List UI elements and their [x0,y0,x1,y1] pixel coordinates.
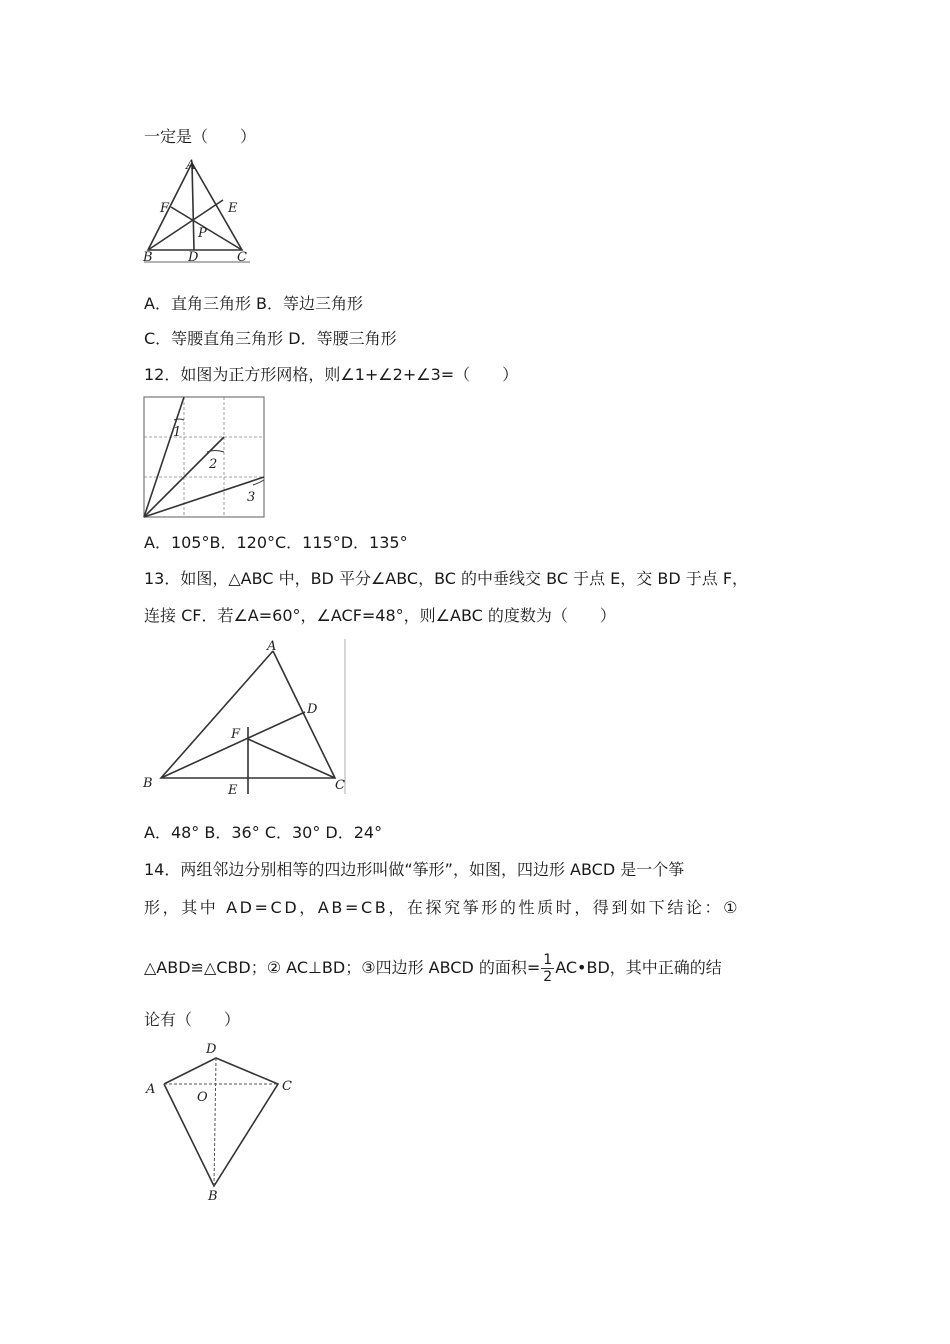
q11-label-d: D [188,250,199,265]
q14-stem-line1: 14．两组邻边分别相等的四边形叫做“筝形”，如图，四边形 ABCD 是一个筝 [144,860,685,879]
q14-label-b: B [208,1189,218,1203]
q11-options-line1: A．直角三角形 B．等边三角形 [144,294,364,313]
q11-segment-ad [192,163,194,250]
q12-label-1: 1 [173,425,182,440]
q11-label-p: P [198,226,207,241]
q13-segment-cf [248,739,335,778]
q12-angle-mark-1 [174,419,184,420]
q12-grid-figure [143,396,266,520]
q11-stem-tail: 一定是（ ） [144,127,257,146]
q14-stem-line3-part1: △ABD≌△CBD；② AC⊥BD；③四边形 ABCD 的面积= [144,958,541,977]
q13-label-f: F [231,727,241,742]
q13-label-a: A [267,639,277,654]
q12-stem: 12．如图为正方形网格，则∠1+∠2+∠3=（ ） [144,365,519,384]
q12-options: A．105°B．120°C．115°D．135° [144,533,408,552]
q14-label-c: C [282,1079,292,1094]
q14-fraction-half [541,952,554,985]
q13-label-d: D [307,702,318,717]
q12-label-2: 2 [209,457,218,472]
q14-stem-line4: 论有（ ） [144,1010,241,1029]
q13-label-b: B [143,776,153,791]
q13-stem-line2: 连接 CF．若∠A=60°，∠ACF=48°，则∠ABC 的度数为（ ） [144,606,616,625]
q14-stem-line2: 形，其中 AD=CD，AB=CB，在探究筝形的性质时，得到如下结论：① [144,898,741,917]
q13-segment-bd [161,712,305,778]
q11-label-e: E [228,201,238,216]
q13-stem-line1: 13．如图，△ABC 中，BD 平分∠ABC，BC 的中垂线交 BC 于点 E，交 BD 于点 F， [144,569,749,588]
q11-label-c: C [237,250,247,265]
q12-ray-3 [144,477,264,517]
q14-label-d: D [206,1042,217,1057]
q14-diagonal-bd [214,1058,216,1186]
q14-label-a: A [146,1082,156,1097]
q14-fraction-numerator: 1 [543,952,553,968]
q12-ray-1 [144,397,184,517]
q11-label-f: F [160,201,170,216]
q14-kite-figure [140,1038,300,1203]
q14-stem-line3 [144,948,722,988]
q11-triangle-figure [140,155,255,267]
q14-fraction-denominator: 2 [543,969,553,985]
q13-label-e: E [228,783,238,797]
q13-triangle-figure [140,637,350,797]
q14-stem-line3-part2: AC•BD，其中正确的结 [555,958,722,977]
q12-label-3: 3 [247,490,256,505]
q11-label-a: A [186,158,196,173]
q11-label-b: B [143,250,153,265]
q13-label-c: C [335,778,345,793]
q14-kite-abcd [164,1058,278,1186]
q13-options: A．48° B．36° C．30° D．24° [144,823,383,842]
q11-options-line2: C．等腰直角三角形 D．等腰三角形 [144,329,397,348]
q14-label-o: O [197,1090,208,1105]
